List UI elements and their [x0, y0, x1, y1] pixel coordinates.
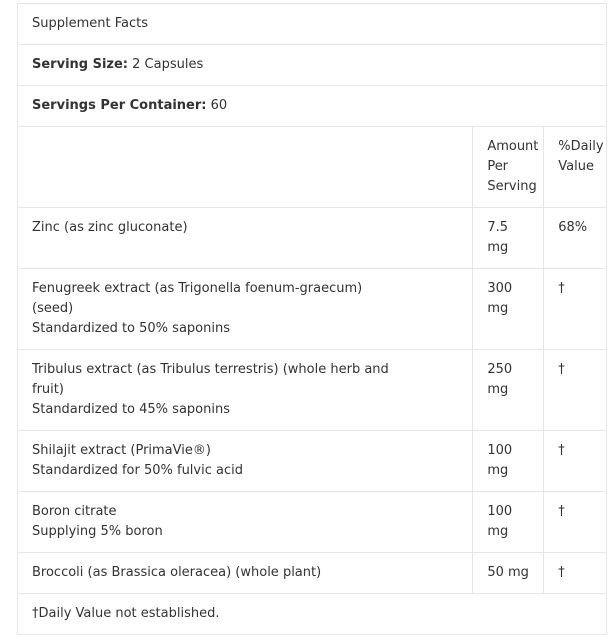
header-blank [18, 127, 473, 208]
serving-size [18, 45, 607, 86]
ingredient-amount: 250 mg [473, 350, 544, 431]
ingredient-line: (seed) [32, 301, 74, 316]
header-daily-value [544, 127, 607, 208]
ingredient-amount: 300 mg [473, 269, 544, 350]
ingredient-name [18, 431, 473, 492]
ingredient-line: Broccoli (as Brassica oleracea) (whole plant) [32, 565, 322, 580]
table-row [18, 269, 607, 350]
ingredient-name [18, 492, 473, 553]
ingredient-line: Standardized to 45% saponins [32, 402, 230, 417]
servings-per-container-value: 60 [210, 98, 228, 113]
ingredient-daily-value: † [544, 350, 607, 431]
header-dv-line: %Daily [558, 139, 604, 154]
serving-size-value: 2 Capsules [132, 57, 204, 72]
ingredient-amount: 50 mg [473, 553, 544, 594]
supplement-facts-table [17, 3, 607, 635]
ingredient-line: Boron citrate [32, 504, 117, 519]
ingredient-line: Fenugreek extract (as Trigonella foenum-graecum) [32, 281, 363, 296]
ingredient-name [18, 350, 473, 431]
title-row [18, 4, 607, 45]
table-row [18, 553, 607, 594]
ingredient-line: Zinc (as zinc gluconate) [32, 220, 188, 235]
footnote-row [18, 594, 607, 635]
serving-size-row [18, 45, 607, 86]
servings-per-container-label: Servings Per Container: [32, 98, 207, 113]
ingredient-name [18, 208, 473, 269]
ingredient-line: Standardized for 50% fulvic acid [32, 463, 243, 478]
ingredient-daily-value: † [544, 492, 607, 553]
footnote: †Daily Value not established. [18, 594, 607, 635]
ingredient-amount: 100 mg [473, 431, 544, 492]
ingredient-daily-value: † [544, 553, 607, 594]
ingredient-amount: 100 mg [473, 492, 544, 553]
header-amount-line: Amount [487, 139, 539, 154]
ingredient-line: Standardized to 50% saponins [32, 321, 230, 336]
ingredient-line: fruit) [32, 382, 64, 397]
header-amount-line: Per [487, 159, 509, 174]
ingredient-line: Tribulus extract (as Tribulus terrestris) (whole herb and [32, 362, 389, 377]
ingredient-name [18, 553, 473, 594]
header-amount [473, 127, 544, 208]
ingredient-amount: 7.5 mg [473, 208, 544, 269]
ingredient-line: Shilajit extract (PrimaVie®) [32, 443, 211, 458]
ingredient-line: Supplying 5% boron [32, 524, 163, 539]
servings-per-container [18, 86, 607, 127]
table-row [18, 208, 607, 269]
ingredient-daily-value: 68% [544, 208, 607, 269]
table-row [18, 431, 607, 492]
column-header-row [18, 127, 607, 208]
header-amount-line: Serving [487, 179, 537, 194]
table-row [18, 350, 607, 431]
ingredient-daily-value: † [544, 431, 607, 492]
ingredient-name [18, 269, 473, 350]
ingredient-daily-value: † [544, 269, 607, 350]
header-dv-line: Value [558, 159, 594, 174]
serving-size-label: Serving Size: [32, 57, 129, 72]
table-row [18, 492, 607, 553]
servings-per-container-row [18, 86, 607, 127]
facts-title: Supplement Facts [18, 4, 607, 45]
